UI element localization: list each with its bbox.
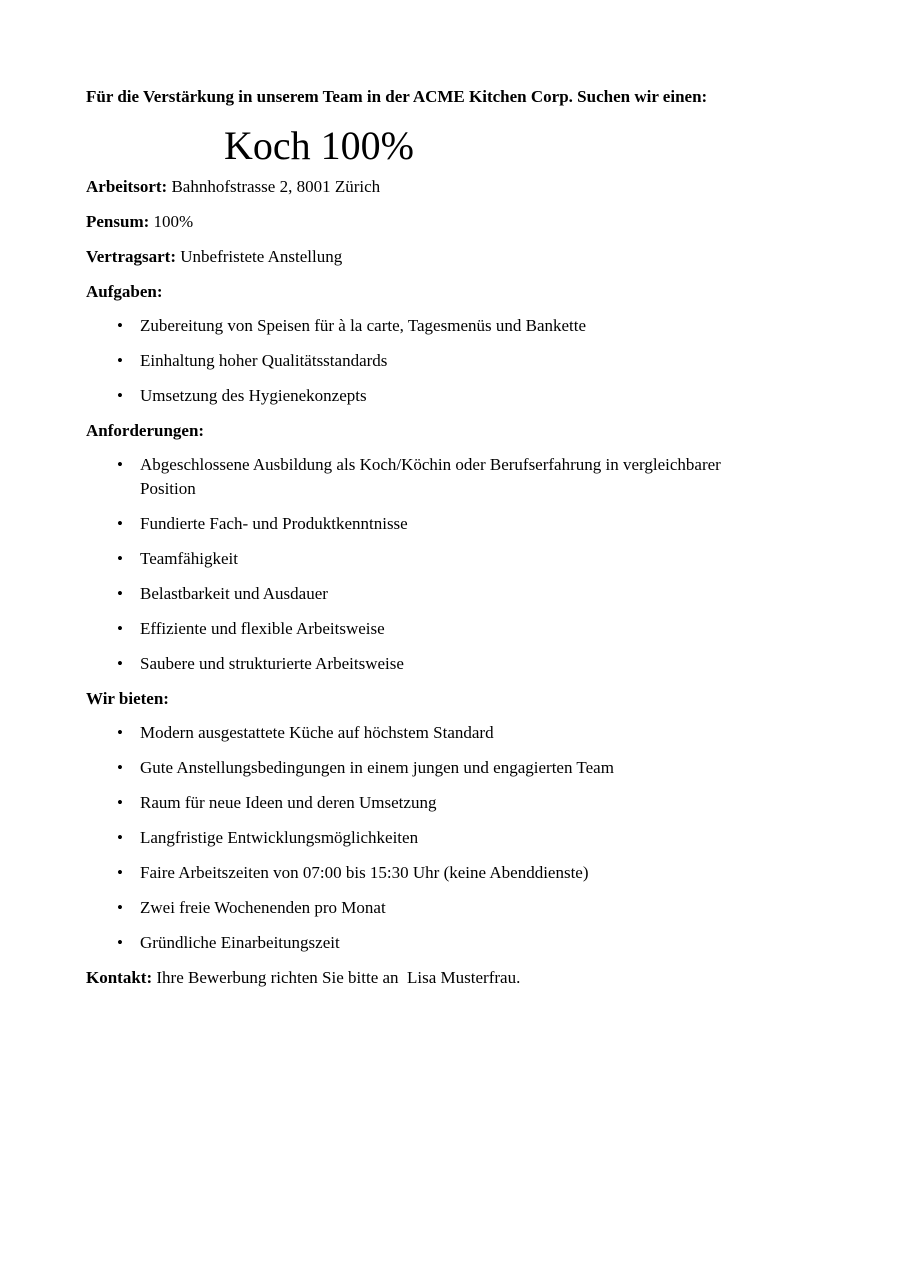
list-item-text: Einhaltung hoher Qualitätsstandards xyxy=(140,351,388,370)
list-item-text: Langfristige Entwicklungsmöglichkeiten xyxy=(140,828,419,847)
job-posting xyxy=(86,85,786,990)
field-value: 100% xyxy=(153,212,194,231)
list-anforderungen xyxy=(86,453,786,676)
list-item xyxy=(86,453,780,501)
list-item-text: Umsetzung des Hygienekonzepts xyxy=(140,386,367,405)
list-item xyxy=(86,314,780,338)
list-item-text: Gute Anstellungsbedingungen in einem jungen und engagierten Team xyxy=(140,758,614,777)
list-item xyxy=(86,721,780,745)
bullet-icon: • xyxy=(117,549,123,568)
heading-anforderungen: Anforderungen: xyxy=(86,421,205,440)
list-item-text: Saubere und strukturierte Arbeitsweise xyxy=(140,654,404,673)
list-item xyxy=(86,512,780,536)
list-item-text: Zwei freie Wochenenden pro Monat xyxy=(140,898,386,917)
list-item xyxy=(86,861,780,885)
bullet-icon: • xyxy=(117,514,123,533)
contact-line xyxy=(86,966,786,990)
list-item-text: Gründliche Einarbeitungszeit xyxy=(140,933,340,952)
field-vertragsart xyxy=(86,245,786,269)
page-title: Koch 100% xyxy=(224,123,414,168)
bullet-icon: • xyxy=(117,933,123,952)
field-pensum xyxy=(86,210,786,234)
list-wir-bieten xyxy=(86,721,786,955)
list-item-text: Modern ausgestattete Küche auf höchstem Standard xyxy=(140,723,494,742)
heading-aufgaben: Aufgaben: xyxy=(86,282,163,301)
bullet-icon: • xyxy=(117,793,123,812)
bullet-icon: • xyxy=(117,619,123,638)
bullet-icon: • xyxy=(117,654,123,673)
bullet-icon: • xyxy=(117,584,123,603)
field-label: Pensum: xyxy=(86,212,150,231)
list-item-text: Teamfähigkeit xyxy=(140,549,238,568)
contact-label: Kontakt: xyxy=(86,968,153,987)
list-item-text: Raum für neue Ideen und deren Umsetzung xyxy=(140,793,437,812)
bullet-icon: • xyxy=(117,863,123,882)
list-item-text: Effiziente und flexible Arbeitsweise xyxy=(140,619,385,638)
list-item xyxy=(86,349,780,373)
field-label: Arbeitsort: xyxy=(86,177,168,196)
list-item xyxy=(86,582,780,606)
list-item xyxy=(86,896,780,920)
list-item-text: Belastbarkeit und Ausdauer xyxy=(140,584,328,603)
list-item-text: Fundierte Fach- und Produktkenntnisse xyxy=(140,514,408,533)
bullet-icon: • xyxy=(117,898,123,917)
bullet-icon: • xyxy=(117,351,123,370)
heading-wir-bieten: Wir bieten: xyxy=(86,689,169,708)
contact-text: Ihre Bewerbung richten Sie bitte an Lisa Musterfrau. xyxy=(156,968,521,987)
list-aufgaben xyxy=(86,314,786,408)
bullet-icon: • xyxy=(117,758,123,777)
list-item-text: Zubereitung von Speisen für à la carte, Tagesmenüs und Bankette xyxy=(140,316,587,335)
list-item xyxy=(86,826,780,850)
field-value: Bahnhofstrasse 2, 8001 Zürich xyxy=(171,177,381,196)
list-item-text: Faire Arbeitszeiten von 07:00 bis 15:30 Uhr (keine Abenddienste) xyxy=(140,863,589,882)
list-item xyxy=(86,547,780,571)
field-label: Vertragsart: xyxy=(86,247,176,266)
list-item xyxy=(86,652,780,676)
list-item xyxy=(86,791,780,815)
list-item xyxy=(86,931,780,955)
bullet-icon: • xyxy=(117,316,123,335)
bullet-icon: • xyxy=(117,386,123,405)
field-arbeitsort xyxy=(86,175,786,199)
bullet-icon: • xyxy=(117,723,123,742)
list-item xyxy=(86,384,780,408)
bullet-icon: • xyxy=(117,828,123,847)
intro-text: Für die Verstärkung in unserem Team in der ACME Kitchen Corp. Suchen wir einen: xyxy=(86,87,708,106)
field-value: Unbefristete Anstellung xyxy=(180,247,343,266)
list-item xyxy=(86,756,780,780)
list-item-text: Abgeschlossene Ausbildung als Koch/Köchin oder Berufserfahrung in vergleichbarer Position xyxy=(140,455,721,498)
bullet-icon: • xyxy=(117,455,123,474)
list-item xyxy=(86,617,780,641)
